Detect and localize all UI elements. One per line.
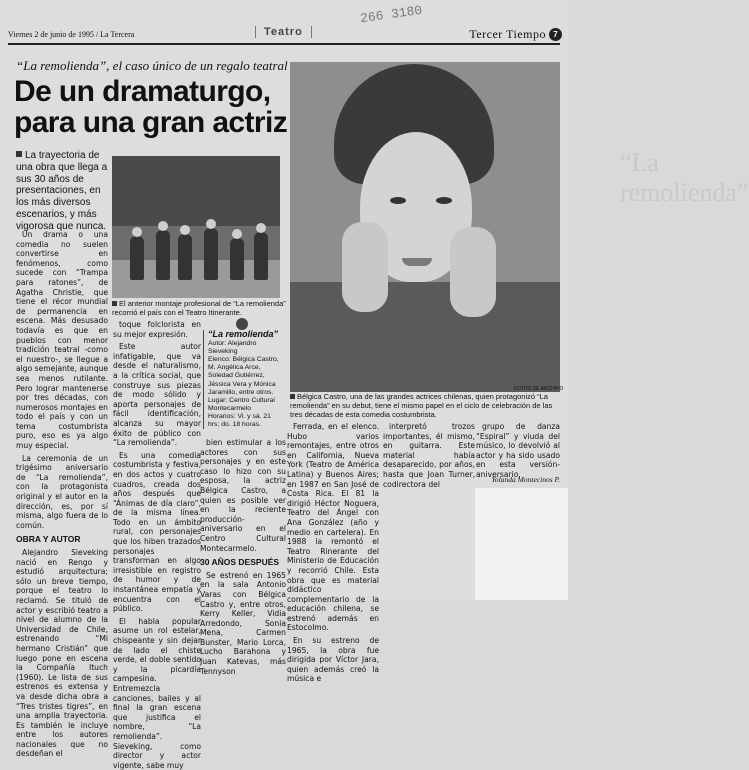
fact-box-title: “La remolienda” <box>208 329 279 339</box>
portrait-caption <box>290 392 560 419</box>
fact-box-line: Horarios: Vi. y sá. 21 hrs; do. 18 horas. <box>208 412 271 429</box>
paragraph: En su estreno de 1965, la obra fue dirigida por Víctor Jara, quien además creó la música e <box>287 636 379 684</box>
lead-paragraph <box>16 150 108 233</box>
fact-box-line: Elenco: Bélgica Castro, M. Angélica Arce, Soledad Gutiérrez, Jéssica Vera y Mónica Jaramillo, entre otros. <box>208 356 279 396</box>
actor-figure <box>230 238 244 280</box>
paragraph: Este autor infatigable, que va desde el naturalismo, a la crítica social, que construye sus piezas de modo sólido y aporta personajes de fácil identificación, alcanza su mayor éxito de público con “La remolienda”. <box>113 342 201 448</box>
paragraph: grupo de danza “Espiral” y viuda del músico, lo devolvió al actor y ha sido usado en esta versión-aniversario. <box>476 422 560 479</box>
stage-photo-caption <box>112 299 288 317</box>
bullet-icon <box>112 301 117 306</box>
article-column-1 <box>16 230 108 759</box>
article-column-3 <box>200 438 286 676</box>
stage-backdrop <box>112 156 280 226</box>
actor-figure <box>130 236 144 280</box>
paragraph: toque folclorista en su mejor expresión. <box>113 320 201 339</box>
paragraph: Ferrada, en el elenco. Hubo varios remontajes, entre otros en California, Nueva York (Teatro de América Latina) y Buenos Aires; en 1987 en San José de Costa Rica. El 81 la dirigió Héctor Noguera, Teatro del Ángel con Ana González (año y medio en cartelera). En 1988 la remontó el Teatro Rinerante del Ministerio de Educación y recorrió Chile. Esta obra que es material didáctico complementario de la educación chilena, se estrenó además en Estocolmo. <box>287 422 379 633</box>
portrait-mouth <box>402 258 432 266</box>
actor-figure <box>156 230 170 280</box>
portrait-eye <box>390 197 406 204</box>
byline-signature: Yolanda Montecinos P. <box>491 475 560 484</box>
background-poster-text: “La remolienda” <box>620 148 749 207</box>
actor-figure <box>204 228 218 280</box>
photo-credit: FOTOS DE ARCHIVO <box>514 386 564 392</box>
kicker: “La remolienda”, el caso único de un regalo teatral <box>16 58 288 73</box>
paragraph: El habla popular asume un rol estelar, chispeante y sin dejar de lado el chiste verde, el doble sentido y la picardía campesina. Entremezcla canciones, bailes y al final la gran escena que justifica el nombre, “La remolienda”. Sieveking, como director y actor vigente, sabe muy <box>113 616 201 770</box>
header-rule <box>8 43 560 45</box>
paragraph: bien estimular a los actores con sus personajes y en este caso lo hizo con su esposa, la actriz Bélgica Castro, a quien es posible ver en la reciente producción-aniversario en el Centro Cultural Montecarmelo. <box>200 438 286 553</box>
actor-figure <box>178 234 192 280</box>
article-column-5 <box>383 422 475 600</box>
headline: De un dramaturgo, para una gran actriz <box>14 75 288 139</box>
actor-figure <box>254 232 268 280</box>
actress-portrait <box>290 62 749 387</box>
article-column-6 <box>476 422 560 479</box>
paragraph: Alejandro Sieveking nació en Rengo y estudió arquitectura; sólo un breve tiempo, porque el teatro lo reclamó. Se tituló de actor y escribió teatro a nivel de alumno de la Universidad de Chile, estrenando “Mi hermano Cristián” que luego pone en escena la Compañía Ituch (1960). Le lista de sus estrenos es extensa y va desde dicha obra a “Tres tristes tigres”, en una amplia trayectoria. Es también le incluye entre los autores nacionales que no desdeñan el <box>16 548 108 759</box>
lead-text: La trayectoria de una obra que llega a sus 30 años de presentaciones, en los más diversos escenarios, y más vigorosa que nunca. <box>16 150 108 232</box>
subheading: OBRA Y AUTOR <box>16 534 81 545</box>
article-column-2 <box>113 320 201 770</box>
bullet-icon <box>16 151 22 157</box>
supplement-name: Tercer Tiempo <box>469 27 546 41</box>
article-column-4 <box>287 422 379 684</box>
subheading: 30 AÑOS DESPUÉS <box>200 557 280 568</box>
portrait-hand <box>450 227 496 317</box>
paragraph: Es una comedia costumbrista y festiva, en dos actos y cuatro cuadros, creada dos años después que “Ánimas de día claro”, de la misma línea. Todo en un ámbito rural, con personajes que los hiben trazados personajes transforman en algo irresistible en registro de humor y de instantánea empatía y encuentra con el público. <box>113 450 201 614</box>
archive-stamp: 266 3180 <box>359 2 424 27</box>
fact-box <box>203 330 284 429</box>
portrait-eye <box>436 197 452 204</box>
portrait-caption-text: Bélgica Castro, una de las grandes actrices chilenas, quien protagonizó “La remolienda” en su debut, tiene el mismo papel en el ciclo de celebración de las tres décadas de esta comedia costumbrista. <box>290 392 553 419</box>
stage-photo <box>112 156 280 298</box>
fact-box-line: Autor: Alejandro Sieveking <box>208 340 257 356</box>
paragraph: La ceremonia de un trigésimo aniversario de “La remolienda”, con la protagonista original y el autor en la dirección, es, por sí misma, algo fuera de lo común. <box>16 453 108 530</box>
section-label: Teatro <box>255 26 312 38</box>
stage-photo-caption-text: El anterior montaje profesional de “La remolienda” recorrió el país con el Teatro Itinerante. <box>112 299 286 317</box>
paragraph: interpretó trozos importantes, él mismo, en guitarra. Este material había desaparecido, por años, hasta que Joan Turner, codirectora del <box>383 422 475 489</box>
header-date-paper: Viernes 2 de junio de 1995 / La Tercera <box>8 30 135 39</box>
bullet-icon <box>290 394 295 399</box>
portrait-sweater <box>290 282 560 392</box>
paragraph: Un drama o una comedia no suelen convertirse en fenómenos, como sucede con “Trampa para ratones”, de Agatha Christie, que tiene el récor mundial de permanencia en escena. Más desusado todavía es que en pueblos con menor tradición teatral -como el nuestro-, se llegue a algo semejante, aunque sea menos rutilante. Pero lograr mantenerse por tres décadas, con numerosos montajes en todo el país y con un tema costumbrista puro, eso es ya algo muy especial. <box>16 230 108 451</box>
portrait-hand <box>342 222 388 312</box>
fact-box-line: Lugar: Centro Cultural Montecarmelo <box>208 396 275 412</box>
paragraph: Se estrenó en 1965 en la sala Antonio Varas con Bélgica Castro y, entre otros, Kerry Keller, Vidia Arredondo, Sonia Mena, Carmen Bunster, Mario Lorca, Lucho Barahona y Juan Katevas, más Tennyson <box>200 570 286 676</box>
blank-area <box>475 488 568 600</box>
page-number: 7 <box>549 28 562 41</box>
